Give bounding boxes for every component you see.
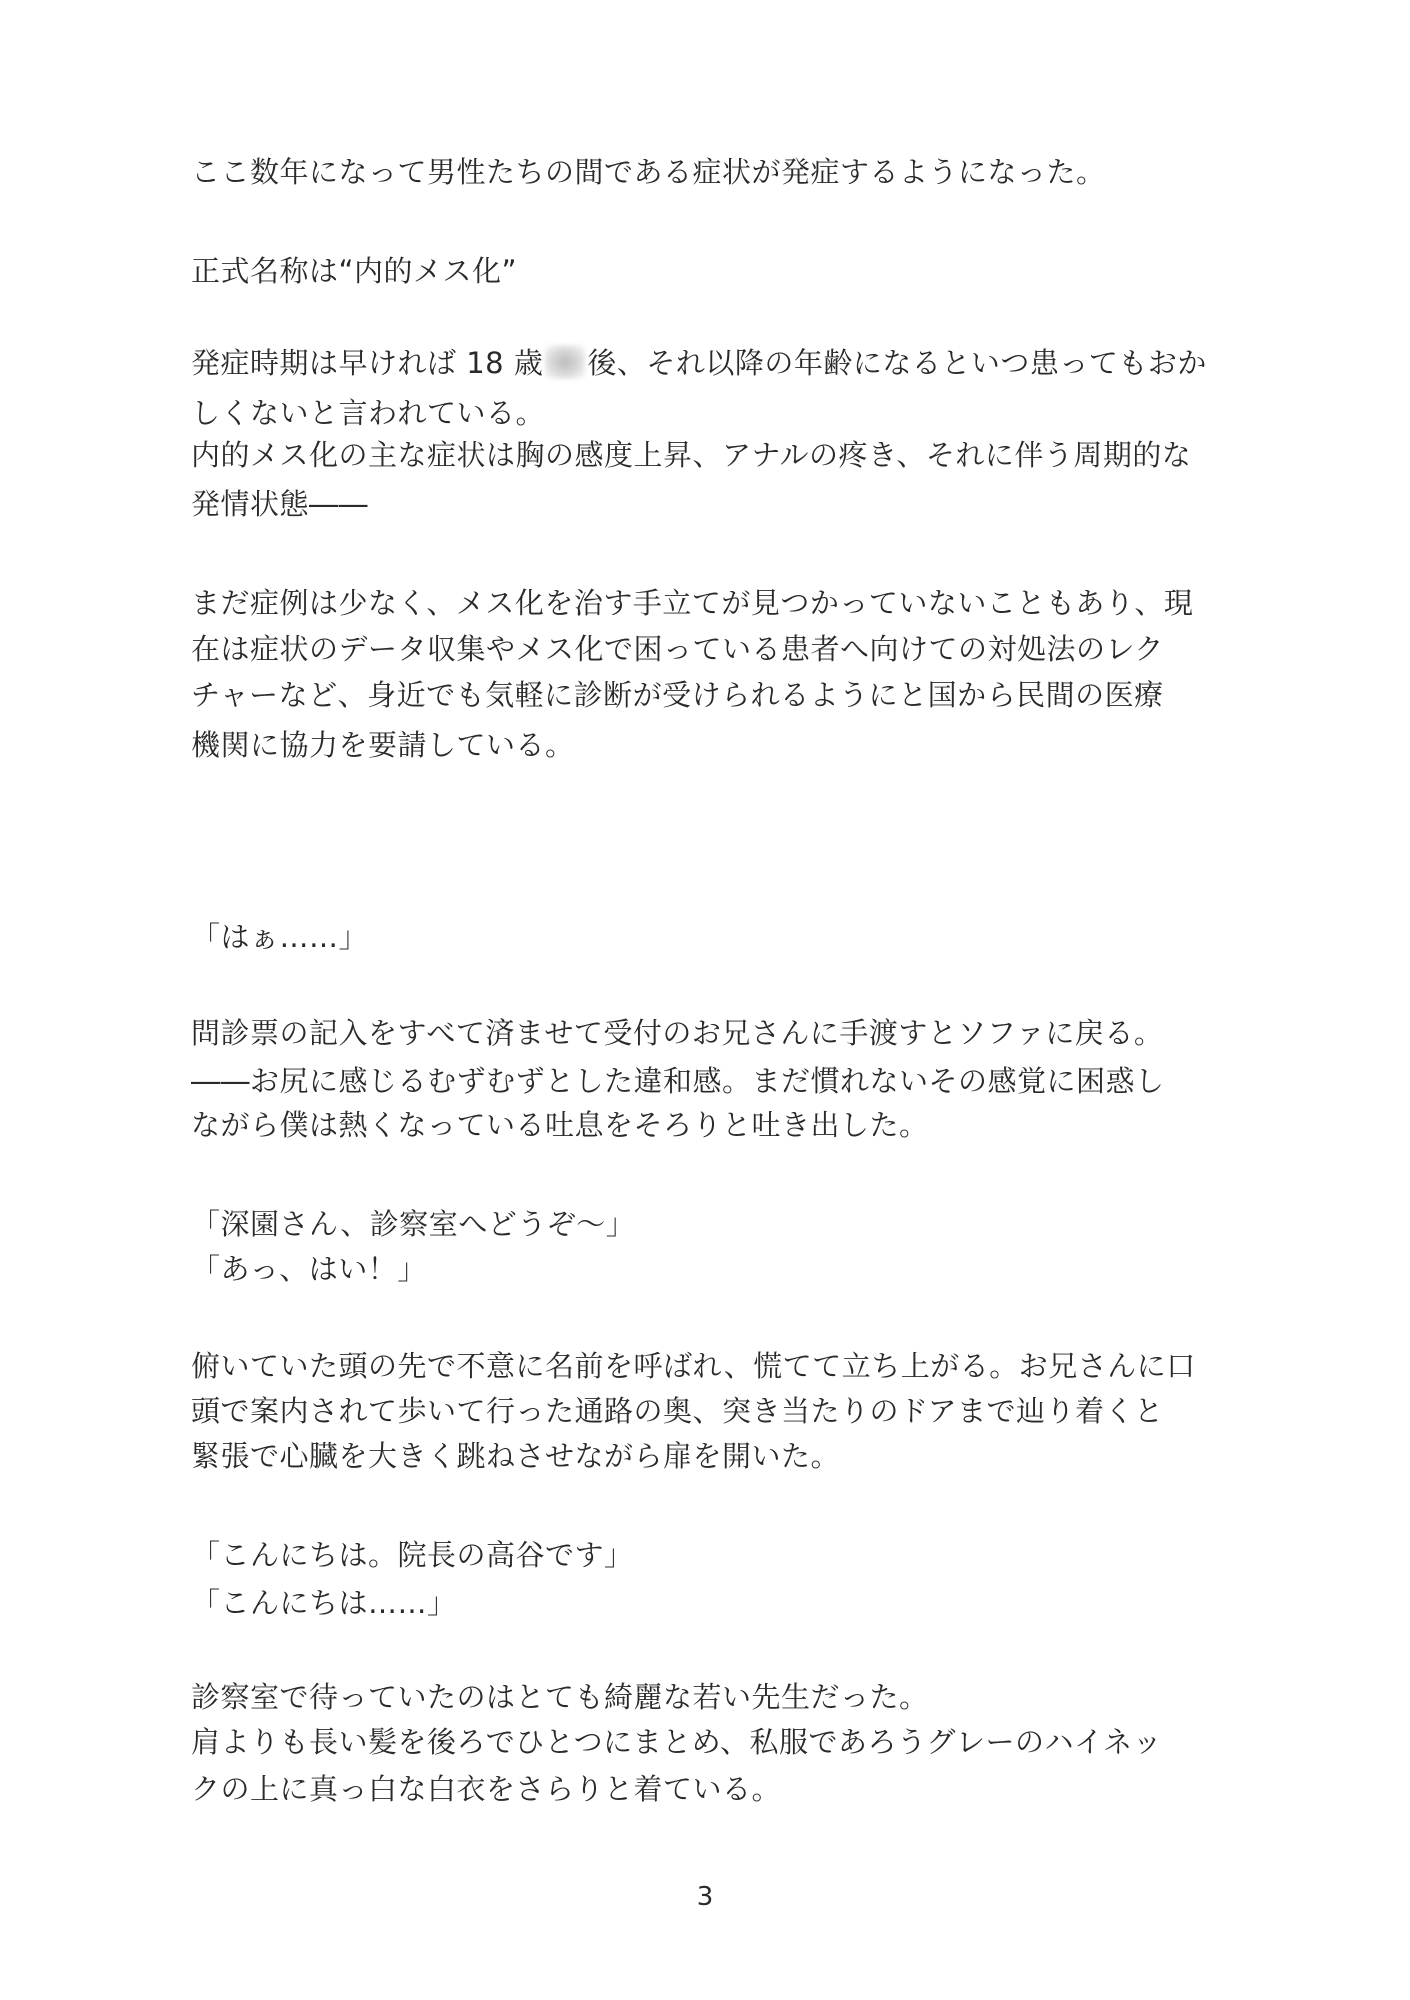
- text-line: しくないと言われている。: [191, 396, 546, 430]
- text-line: 緊張で心臓を大きく跳ねさせながら扉を開いた。: [191, 1439, 841, 1473]
- text-line: 診察室で待っていたのはとても綺麗な若い先生だった。: [191, 1680, 929, 1714]
- text-line: 正式名称は“内的メス化”: [191, 254, 518, 288]
- text-line: 在は症状のデータ収集やメス化で困っている患者へ向けての対処法のレク: [191, 632, 1164, 666]
- text-line: [191, 343, 1207, 383]
- text-segment: 後、それ以降の年齢になるといつ患ってもおか: [587, 346, 1207, 380]
- page-number: 3: [696, 1882, 714, 1912]
- text-line: 頭で案内されて歩いて行った通路の奥、突き当たりのドアまで辿り着くと: [191, 1394, 1164, 1428]
- text-line: 俯いていた頭の先で不意に名前を呼ばれ、慌てて立ち上がる。お兄さんに口: [191, 1349, 1196, 1383]
- text-line: クの上に真っ白な白衣をさらりと着ている。: [191, 1772, 782, 1806]
- text-line: 「深園さん、診察室へどうぞ～」: [191, 1207, 636, 1241]
- text-line: 「あっ、はい！」: [191, 1252, 427, 1286]
- text-line: ながら僕は熱くなっている吐息をそろりと吐き出した。: [191, 1108, 929, 1142]
- text-line: 「はぁ……」: [191, 920, 369, 954]
- text-line: 発情状態――: [191, 487, 369, 521]
- text-line: まだ症例は少なく、メス化を治す手立てが見つかっていないこともあり、現: [191, 586, 1194, 620]
- text-line: ――お尻に感じるむずむずとした違和感。まだ慣れないその感覚に困惑し: [191, 1064, 1165, 1098]
- text-line: 機関に協力を要請している。: [191, 728, 575, 762]
- text-line: 内的メス化の主な症状は胸の感度上昇、アナルの疼き、それに伴う周期的な: [191, 438, 1192, 472]
- redaction-mosaic: [545, 345, 585, 379]
- text-line: 肩よりも長い髪を後ろでひとつにまとめ、私服であろうグレーのハイネッ: [191, 1725, 1163, 1759]
- text-line: チャーなど、身近でも気軽に診断が受けられるようにと国から民間の医療: [191, 678, 1164, 712]
- text-line: 問診票の記入をすべて済ませて受付のお兄さんに手渡すとソファに戻る。: [191, 1016, 1164, 1050]
- text-line: ここ数年になって男性たちの間である症状が発症するようになった。: [191, 155, 1106, 189]
- text-segment: 発症時期は早ければ 18 歳: [191, 346, 544, 380]
- text-line: 「こんにちは。院長の高谷です」: [191, 1538, 634, 1572]
- text-line: 「こんにちは……」: [191, 1586, 457, 1620]
